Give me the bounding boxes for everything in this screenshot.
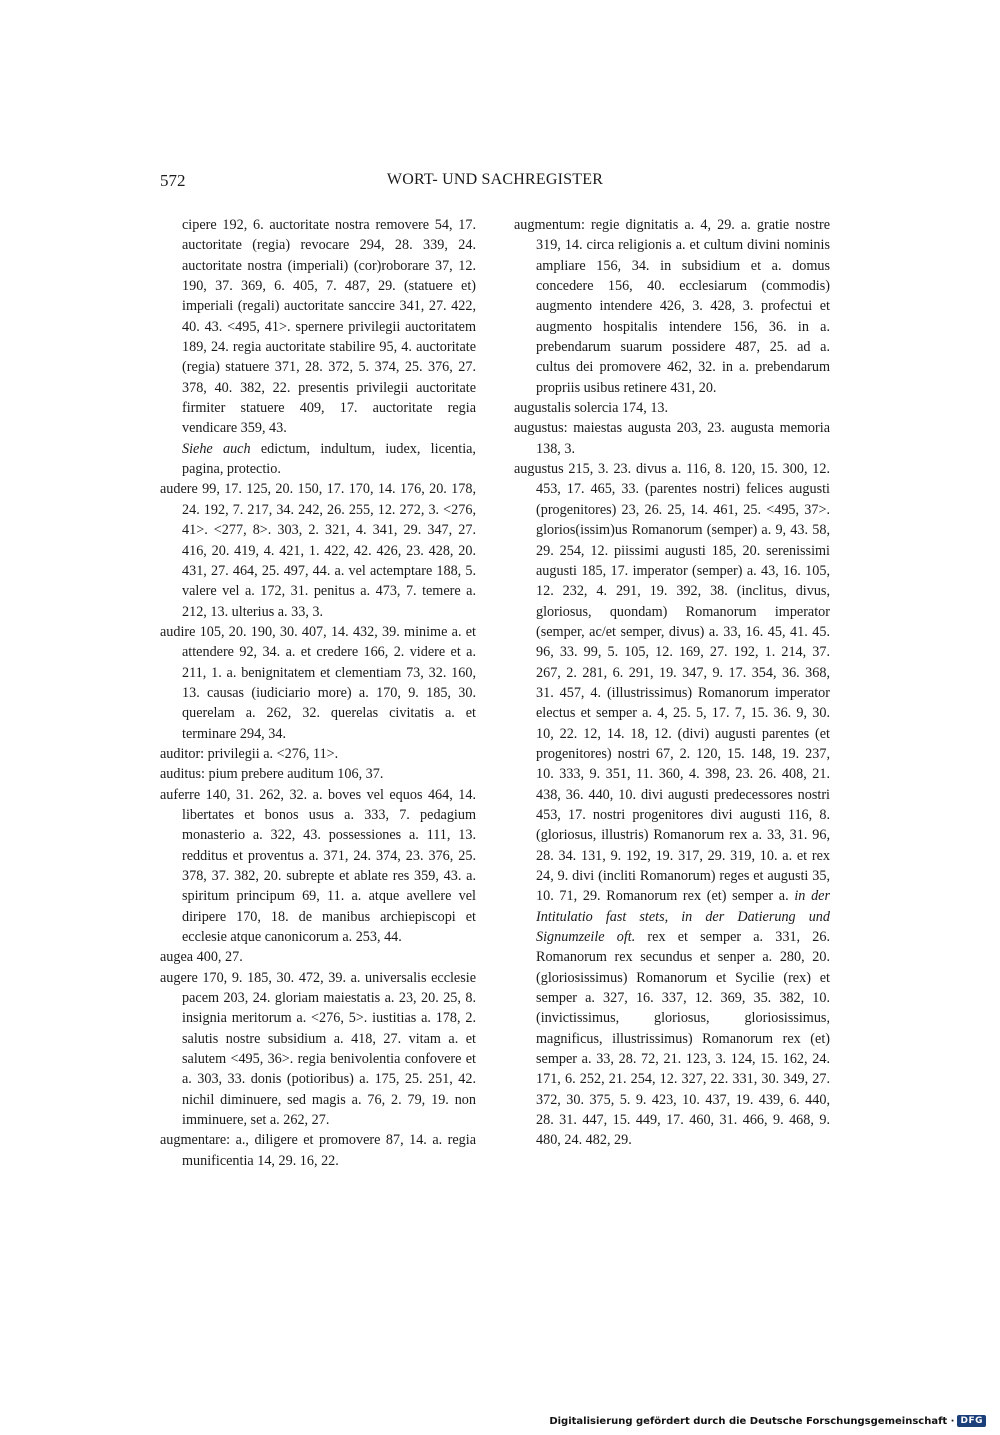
index-entry: augere 170, 9. 185, 30. 472, 39. a. universalis ecclesie pacem 203, 24. gloriam maiestatis a. 23, 20. 25, 8. insignia meritorum a. <276, 5>. iustitias a. 178, 2. salutis nostre subsidium a. 418, 27. vitam a. et salutem <495, 36>. regia benivolentia confovere et a. 303, 33. donis (potioribus) a. 175, 25. 251, 42. nichil diminuere, sed magis a. 76, 2. 79, 19. non imminuere, set a. 262, 27. (160, 969, 476, 1129)
index-entry: cipere 192, 6. auctoritate nostra removere 54, 17. auctoritate (regia) revocare 294, 28. 339, 24. auctoritate nostra (imperiali) (cor)roborare 37, 12. 190, 37. 369, 6. 405, 7. 487, 29. (statuere et) imperiali (regali) auctoritate sanccire 341, 27. 422, 40. 43. <495, 41>. spernere privilegii auctoritatem 189, 24. regia auctoritate stabilire 95, 4. auctoritate (regia) statuere 371, 28. 372, 5. 374, 25. 376, 27. 378, 40. 382, 22. presentis privilegii auctoritate firmiter statuere 409, 17. auctoritate regia vendicare 359, 43. (182, 217, 476, 437)
index-entry: augustus 215, 3. 23. divus a. 116, 8. 120, 15. 300, 12. 453, 17. 465, 33. (parentes nostri) felices augusti (progenitores) 23, 26. 25, 14. 461, 25. <495, 37>. glorios(issim)us Romanorum (semper) a. 9, 43. 58, 29. 254, 12. piissimi augusti 185, 20. serenissimi augusti 185, 17. imperator (semper) a. 43, 16. 105, 12. 232, 4. 291, 19. 392, 38. (inclitus, divus, gloriosus, quondam) Romanorum imperator (semper, ac/et semper, divus) a. 33, 16. 45, 41. 45. 96, 33. 99, 5. 105, 12. 169, 27. 192, 1. 214, 37. 267, 2. 281, 6. 291, 19. 347, 9. 17. 354, 36. 368, 31. 457, 4. (illustrissimus) Romanorum imperator electus et semper a. 4, 25. 5, 17. 7, 15. 36. 9, 30. 10, 22. 12, 14. 18, 12. (divi) augusti parentes (et progenitores) nostri 67, 2. 120, 15. 148, 19. 237, 10. 333, 9. 351, 11. 360, 4. 398, 23. 26. 408, 21. 438, 36. 440, 10. divi augusti predecessores nostri 453, 17. nostri progenitores divi augusti 116, 8. (gloriosus, illustris) Romanorum rex a. 33, 31. 96, 28. 34. 131, 9. 192, 19. 317, 29. 319, 10. a. et rex 24, 9. divi (incliti Romanorum) reges et augusti 35, 10. 71, 29. Romanorum rex (et) semper a. in der Intitulatio fast stets, in der Datierung und Signumzeile oft. rex et semper a. 331, 26. Romanorum rex secundus et senper a. 280, 20. (gloriosissimus) Romanorum et Sycilie (rex) et semper a. 327, 16. 337, 12. 369, 35. 382, 10. (invictissimus, gloriosus, gloriosissimus, magnificus, illustrissimus) Romanorum rex (et) semper a. 33, 28. 72, 21. 123, 3. 124, 15. 162, 24. 171, 6. 252, 21. 254, 12. 327, 22. 331, 30. 349, 27. 372, 30. 375, 5. 9. 423, 10. 437, 19. 439, 6. 440, 28. 31. 447, 15. 449, 17. 460, 31. 466, 9. 468, 9. 480, 24. 482, 29. (514, 461, 830, 1149)
italic-note: in der Intitulatio fast stets, in der Datierung und Signumzeile oft. (536, 888, 830, 946)
left-column (160, 215, 476, 1171)
index-entry: auditor: privilegii a. <276, 11>. (160, 745, 339, 762)
digitization-footer (549, 1415, 986, 1427)
index-entry: audere 99, 17. 125, 20. 150, 17. 170, 14. 176, 20. 178, 24. 192, 7. 217, 34. 242, 26. 255, 12. 272, 3. <276, 41>. <277, 8>. 303, 2. 321, 4. 341, 29. 347, 27. 416, 20. 419, 4. 421, 1. 422, 42. 426, 23. 428, 20. 431, 27. 464, 25. 497, 44. a. vel actemptare 188, 5. valere vel a. 172, 31. penitus a. 473, 7. temere a. 212, 13. ulterius a. 33, 3. (160, 481, 476, 620)
index-entry: auditus: pium prebere auditum 106, 37. (160, 766, 384, 783)
index-entry: augmentare: a., diligere et promovere 87, 14. a. regia munificentia 14, 29. 16, 22. (160, 1132, 476, 1169)
index-entry: auferre 140, 31. 262, 32. a. boves vel equos 464, 14. libertates et bonos usus a. 333, 7. pedagium monasterio a. 322, 43. possessiones a. 111, 13. redditus et proventus a. 371, 24. 374, 23. 376, 25. 378, 37. 382, 20. subrepte et ablate res 359, 43. a. spiritum principum 69, 11. a. atque avellere vel diripere 170, 18. de manibus archiepiscopi et ecclesie atque canonicorum a. 253, 44. (160, 786, 476, 946)
page-header (160, 171, 830, 197)
index-entry: audire 105, 20. 190, 30. 407, 14. 432, 39. minime a. et attendere 92, 34. a. et credere 166, 2. videre et a. 211, 1. a. benignitatem et clementiam 73, 32. 160, 13. causas (iudiciario more) a. 170, 9. 185, 30. querelam a. 262, 32. querelas civitatis a. et terminare 294, 34. (160, 623, 476, 742)
index-entry: augea 400, 27. (160, 949, 243, 966)
right-column (514, 215, 830, 1151)
page-number: 572 (160, 171, 186, 190)
running-title: WORT- UND SACHREGISTER (386, 171, 604, 188)
index-entry: augustus: maiestas augusta 203, 23. augusta memoria 138, 3. (514, 420, 830, 457)
index-entry: augmentum: regie dignitatis a. 4, 29. a. gratie nostre 319, 14. circa religionis a. et cultum divini nominis ampliare 156, 34. in subsidium et a. domus concedere 156, 40. ecclesiarum (commodis) augmento intendere 426, 3. 428, 3. profectui et augmento hospitalis intendere 156, 36. in a. prebendarum suarum possidere 487, 25. ad a. cultus dei promovere 462, 32. in a. prebendarum propriis usibus retinere 431, 20. (514, 217, 830, 396)
index-entry: augustalis solercia 174, 13. (514, 400, 669, 417)
see-also-entry: Siehe auch edictum, indultum, iudex, licentia, pagina, protectio. (182, 440, 476, 478)
dfg-logo-icon: DFG (957, 1415, 986, 1427)
footer-text: Digitalisierung gefördert durch die Deutsche Forschungsgemeinschaft · (549, 1415, 955, 1427)
see-also-label: Siehe auch (182, 440, 251, 457)
